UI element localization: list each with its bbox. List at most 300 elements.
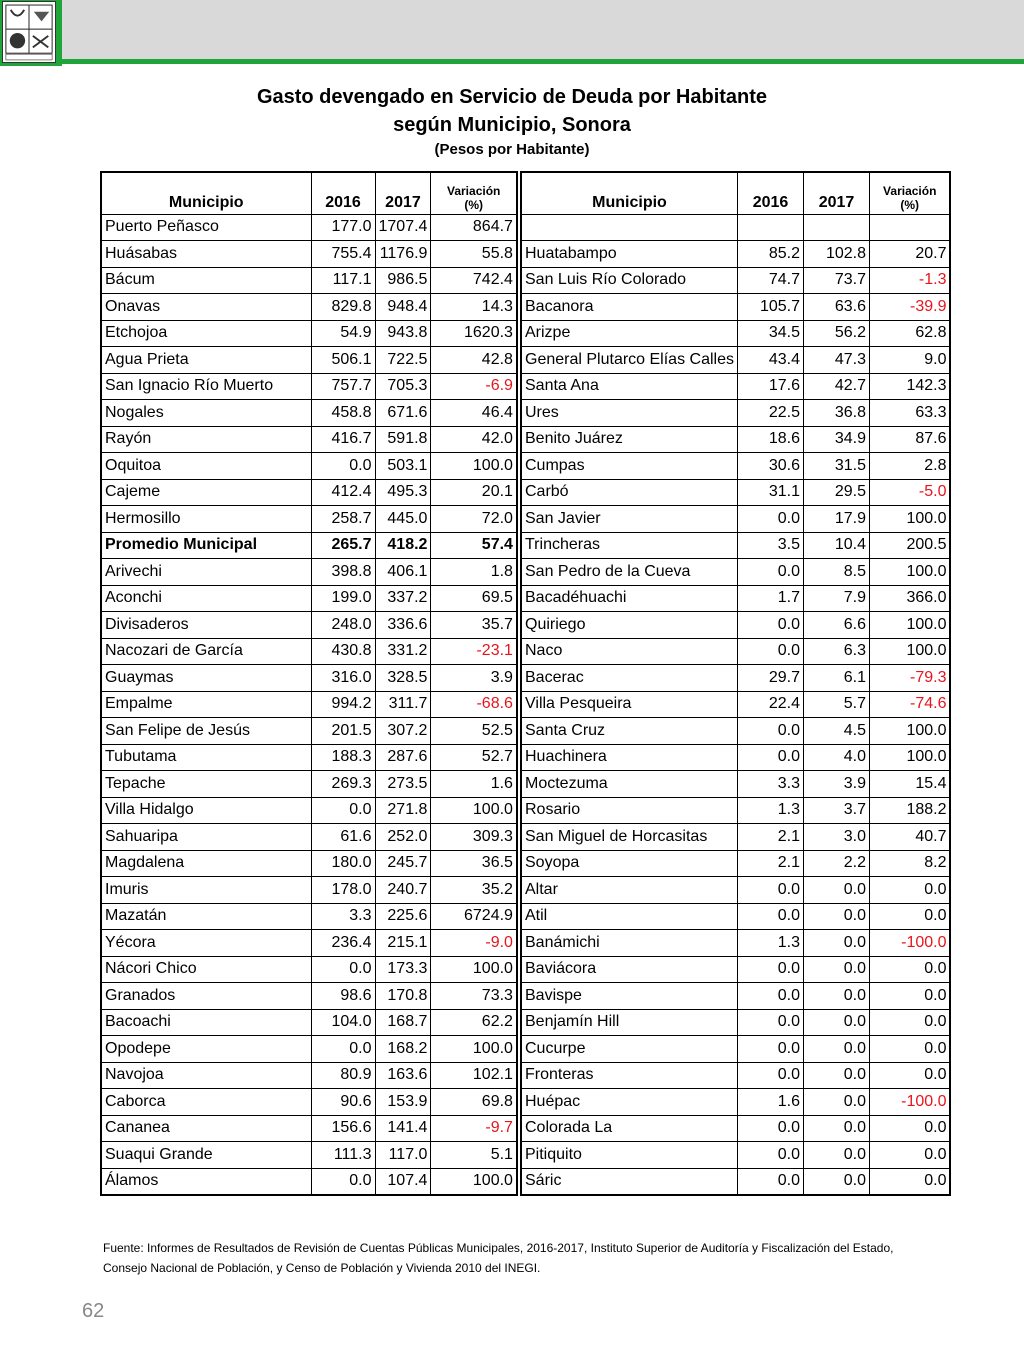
- cell-2016: 458.8: [311, 400, 375, 427]
- cell-municipio: Bacoachi: [101, 1009, 311, 1036]
- cell-variacion: 100.0: [431, 956, 517, 983]
- cell-2017: 336.6: [375, 612, 431, 639]
- cell-2017: 107.4: [375, 1168, 431, 1195]
- cell-municipio: Guaymas: [101, 665, 311, 692]
- cell-variacion: 142.3: [869, 373, 950, 400]
- cell-2017: 4.0: [803, 744, 869, 771]
- cell-2016: 188.3: [311, 744, 375, 771]
- cell-municipio: Nácori Chico: [101, 956, 311, 983]
- cell-2016: 178.0: [311, 877, 375, 904]
- cell-2017: 948.4: [375, 294, 431, 321]
- cell-2016: 0.0: [737, 638, 803, 665]
- cell-municipio: Benito Juárez: [521, 426, 737, 453]
- sonora-coat-of-arms-logo: [2, 1, 56, 63]
- cell-2016: 0.0: [737, 559, 803, 586]
- cell-variacion: 100.0: [869, 638, 950, 665]
- cell-municipio: Rayón: [101, 426, 311, 453]
- cell-municipio: Tepache: [101, 771, 311, 798]
- cell-2016: 0.0: [311, 453, 375, 480]
- cell-2016: 54.9: [311, 320, 375, 347]
- table-row: [521, 506, 950, 533]
- cell-variacion: -39.9: [869, 294, 950, 321]
- cell-municipio: Puerto Peñasco: [101, 214, 311, 241]
- table-row: [101, 1115, 517, 1142]
- table-header-row: [101, 172, 517, 214]
- table-row: [521, 320, 950, 347]
- table-row: [521, 426, 950, 453]
- cell-2016: 316.0: [311, 665, 375, 692]
- cell-2016: 199.0: [311, 585, 375, 612]
- cell-2017: 173.3: [375, 956, 431, 983]
- page-title: Gasto devengado en Servicio de Deuda por Habitante: [256, 86, 768, 108]
- cell-municipio: Nacozari de García: [101, 638, 311, 665]
- source-note: [103, 1238, 963, 1278]
- table-row: [521, 744, 950, 771]
- cell-2017: 287.6: [375, 744, 431, 771]
- cell-variacion: -23.1: [431, 638, 517, 665]
- cell-2016: 265.7: [311, 532, 375, 559]
- cell-municipio: Bacanora: [521, 294, 737, 321]
- table-row: [521, 479, 950, 506]
- cell-2017: 406.1: [375, 559, 431, 586]
- cell-municipio: Carbó: [521, 479, 737, 506]
- cell-variacion: -9.0: [431, 930, 517, 957]
- cell-2016: 1.3: [737, 930, 803, 957]
- header-green-line: [56, 59, 1024, 64]
- cell-2017: 73.7: [803, 267, 869, 294]
- table-row: [101, 718, 517, 745]
- cell-variacion: 35.7: [431, 612, 517, 639]
- table-row: [521, 241, 950, 268]
- variacion-label: Variación: [883, 183, 937, 198]
- table-row: [521, 214, 950, 241]
- cell-2016: 0.0: [737, 956, 803, 983]
- cell-variacion: -100.0: [869, 1089, 950, 1116]
- cell-municipio: Banámichi: [521, 930, 737, 957]
- cell-municipio: Empalme: [101, 691, 311, 718]
- table-row: [101, 1036, 517, 1063]
- cell-2016: 17.6: [737, 373, 803, 400]
- cell-2016: 248.0: [311, 612, 375, 639]
- cell-2017: 0.0: [803, 1089, 869, 1116]
- cell-2016: 3.3: [311, 903, 375, 930]
- cell-2017: 1707.4: [375, 214, 431, 241]
- cell-2017: 0.0: [803, 930, 869, 957]
- cell-variacion: 2.8: [869, 453, 950, 480]
- table-row: [521, 559, 950, 586]
- col-header-2017: 2017: [803, 172, 869, 214]
- cell-municipio: Cananea: [101, 1115, 311, 1142]
- cell-municipio: Etchojoa: [101, 320, 311, 347]
- cell-municipio: Cumpas: [521, 453, 737, 480]
- col-header-2017: 2017: [375, 172, 431, 214]
- table-row: [101, 373, 517, 400]
- cell-2016: 0.0: [737, 744, 803, 771]
- cell-2017: 0.0: [803, 1062, 869, 1089]
- source-line-2: Consejo Nacional de Población, y Censo de Población y Vivienda 2010 del INEGI.: [103, 1261, 541, 1275]
- cell-2016: 236.4: [311, 930, 375, 957]
- cell-2016: 3.5: [737, 532, 803, 559]
- table-row: [521, 1115, 950, 1142]
- cell-variacion: 100.0: [869, 612, 950, 639]
- cell-2016: 398.8: [311, 559, 375, 586]
- cell-variacion: 309.3: [431, 824, 517, 851]
- cell-variacion: 100.0: [869, 506, 950, 533]
- cell-variacion: -100.0: [869, 930, 950, 957]
- cell-variacion: 1.8: [431, 559, 517, 586]
- col-header-municipio: Municipio: [521, 172, 737, 214]
- table-row: [101, 797, 517, 824]
- cell-2016: 85.2: [737, 241, 803, 268]
- cell-municipio: Oquitoa: [101, 453, 311, 480]
- cell-municipio: Villa Pesqueira: [521, 691, 737, 718]
- cell-2017: 6.1: [803, 665, 869, 692]
- col-header-2016: 2016: [737, 172, 803, 214]
- table-row: [101, 665, 517, 692]
- cell-variacion: -1.3: [869, 267, 950, 294]
- cell-2017: 29.5: [803, 479, 869, 506]
- cell-2017: 311.7: [375, 691, 431, 718]
- cell-2016: 0.0: [737, 1009, 803, 1036]
- cell-variacion: 14.3: [431, 294, 517, 321]
- table-row: [521, 877, 950, 904]
- table-row: [521, 1036, 950, 1063]
- table-row: [101, 426, 517, 453]
- cell-2017: 6.3: [803, 638, 869, 665]
- cell-2016: 0.0: [737, 877, 803, 904]
- cell-2016: 18.6: [737, 426, 803, 453]
- cell-2016: 0.0: [311, 956, 375, 983]
- cell-2016: 201.5: [311, 718, 375, 745]
- cell-variacion: 1620.3: [431, 320, 517, 347]
- cell-2017: 337.2: [375, 585, 431, 612]
- cell-municipio: Bacerac: [521, 665, 737, 692]
- cell-municipio: Arivechi: [101, 559, 311, 586]
- table-row: [101, 903, 517, 930]
- cell-2017: 495.3: [375, 479, 431, 506]
- cell-2016: 2.1: [737, 850, 803, 877]
- cell-2016: 111.3: [311, 1142, 375, 1169]
- cell-2017: 31.5: [803, 453, 869, 480]
- cell-municipio: Magdalena: [101, 850, 311, 877]
- cell-variacion: 72.0: [431, 506, 517, 533]
- cell-2017: 3.9: [803, 771, 869, 798]
- cell-2016: 30.6: [737, 453, 803, 480]
- cell-2017: 0.0: [803, 903, 869, 930]
- table-row: [521, 718, 950, 745]
- table-row: [101, 294, 517, 321]
- cell-2017: 671.6: [375, 400, 431, 427]
- cell-municipio: Benjamín Hill: [521, 1009, 737, 1036]
- cell-variacion: 52.7: [431, 744, 517, 771]
- cell-2016: 0.0: [737, 1036, 803, 1063]
- variacion-unit: (%): [464, 197, 484, 212]
- table-row: [101, 612, 517, 639]
- table-row: [101, 771, 517, 798]
- cell-2016: 0.0: [737, 718, 803, 745]
- cell-2016: 0.0: [737, 1115, 803, 1142]
- cell-variacion: 0.0: [869, 1062, 950, 1089]
- cell-2016: 0.0: [737, 506, 803, 533]
- cell-2016: 98.6: [311, 983, 375, 1010]
- cell-municipio: Mazatán: [101, 903, 311, 930]
- table-row: [101, 1168, 517, 1195]
- cell-2016: [737, 214, 803, 241]
- cell-variacion: 8.2: [869, 850, 950, 877]
- cell-variacion: 6724.9: [431, 903, 517, 930]
- cell-2017: 7.9: [803, 585, 869, 612]
- cell-variacion: 52.5: [431, 718, 517, 745]
- table-header-row: [521, 172, 950, 214]
- cell-municipio: San Ignacio Río Muerto: [101, 373, 311, 400]
- cell-municipio: Cucurpe: [521, 1036, 737, 1063]
- cell-2017: 273.5: [375, 771, 431, 798]
- col-header-variacion: [869, 172, 950, 214]
- cell-2017: 0.0: [803, 877, 869, 904]
- right-data-table: [520, 171, 951, 1196]
- cell-2017: 0.0: [803, 1115, 869, 1142]
- cell-2017: 503.1: [375, 453, 431, 480]
- page-number: 62: [82, 1300, 105, 1322]
- cell-variacion: 62.8: [869, 320, 950, 347]
- table-row: [101, 1009, 517, 1036]
- cell-municipio: Pitiquito: [521, 1142, 737, 1169]
- cell-2017: 102.8: [803, 241, 869, 268]
- cell-2017: 0.0: [803, 1142, 869, 1169]
- cell-2017: 47.3: [803, 347, 869, 374]
- cell-2016: 156.6: [311, 1115, 375, 1142]
- cell-2017: 307.2: [375, 718, 431, 745]
- cell-2016: 994.2: [311, 691, 375, 718]
- cell-variacion: 0.0: [869, 1142, 950, 1169]
- cell-variacion: -5.0: [869, 479, 950, 506]
- cell-municipio: Tubutama: [101, 744, 311, 771]
- cell-2016: 74.7: [737, 267, 803, 294]
- header-bar: [0, 0, 1024, 64]
- cell-municipio: Ures: [521, 400, 737, 427]
- cell-2017: 36.8: [803, 400, 869, 427]
- table-row: [521, 930, 950, 957]
- table-row: [521, 797, 950, 824]
- cell-municipio: Rosario: [521, 797, 737, 824]
- col-header-variacion: [431, 172, 517, 214]
- cell-municipio: San Pedro de la Cueva: [521, 559, 737, 586]
- cell-municipio: Quiriego: [521, 612, 737, 639]
- cell-2017: 2.2: [803, 850, 869, 877]
- left-data-table: [100, 171, 518, 1196]
- cell-municipio: Santa Ana: [521, 373, 737, 400]
- table-row: [521, 267, 950, 294]
- cell-2016: 117.1: [311, 267, 375, 294]
- cell-2017: 240.7: [375, 877, 431, 904]
- cell-municipio: Huépac: [521, 1089, 737, 1116]
- cell-variacion: 5.1: [431, 1142, 517, 1169]
- cell-2017: 141.4: [375, 1115, 431, 1142]
- cell-variacion: 100.0: [431, 1036, 517, 1063]
- table-row: [101, 1062, 517, 1089]
- cell-2016: 1.6: [737, 1089, 803, 1116]
- cell-2016: 0.0: [311, 1168, 375, 1195]
- table-row: [521, 638, 950, 665]
- cell-variacion: 100.0: [869, 744, 950, 771]
- table-row: [521, 347, 950, 374]
- cell-2017: 0.0: [803, 983, 869, 1010]
- table-row: [101, 585, 517, 612]
- table-row: [101, 479, 517, 506]
- cell-variacion: 742.4: [431, 267, 517, 294]
- cell-municipio: Naco: [521, 638, 737, 665]
- cell-2017: 42.7: [803, 373, 869, 400]
- cell-municipio: Arizpe: [521, 320, 737, 347]
- cell-2016: 0.0: [311, 1036, 375, 1063]
- cell-variacion: 69.8: [431, 1089, 517, 1116]
- cell-variacion: 36.5: [431, 850, 517, 877]
- cell-variacion: 42.8: [431, 347, 517, 374]
- cell-variacion: 0.0: [869, 877, 950, 904]
- cell-municipio: [521, 214, 737, 241]
- cell-municipio: Fronteras: [521, 1062, 737, 1089]
- cell-municipio: Hermosillo: [101, 506, 311, 533]
- cell-2017: 8.5: [803, 559, 869, 586]
- cell-variacion: 0.0: [869, 956, 950, 983]
- col-header-2016: 2016: [311, 172, 375, 214]
- table-row: [101, 506, 517, 533]
- cell-municipio: Bácum: [101, 267, 311, 294]
- cell-2017: 245.7: [375, 850, 431, 877]
- cell-variacion: 63.3: [869, 400, 950, 427]
- cell-municipio: Agua Prieta: [101, 347, 311, 374]
- cell-municipio: Huachinera: [521, 744, 737, 771]
- cell-municipio: Colorada La: [521, 1115, 737, 1142]
- cell-2017: 1176.9: [375, 241, 431, 268]
- cell-municipio: Altar: [521, 877, 737, 904]
- cell-variacion: -68.6: [431, 691, 517, 718]
- table-row: [521, 373, 950, 400]
- cell-2016: 2.1: [737, 824, 803, 851]
- cell-2016: 43.4: [737, 347, 803, 374]
- cell-2017: 0.0: [803, 1009, 869, 1036]
- cell-variacion: 0.0: [869, 1115, 950, 1142]
- table-row: [101, 347, 517, 374]
- table-row: [521, 400, 950, 427]
- table-row: [521, 956, 950, 983]
- table-row: [101, 956, 517, 983]
- cell-2017: 3.7: [803, 797, 869, 824]
- source-line-1: Fuente: Informes de Resultados de Revisión de Cuentas Públicas Municipales, 2016-2017, Instituto Superior de Auditoría y Fiscalización del Estado,: [103, 1241, 894, 1255]
- cell-2017: 445.0: [375, 506, 431, 533]
- cell-municipio: Onavas: [101, 294, 311, 321]
- table-row: [101, 824, 517, 851]
- cell-2016: 258.7: [311, 506, 375, 533]
- cell-variacion: 15.4: [869, 771, 950, 798]
- table-row: [521, 1009, 950, 1036]
- cell-2016: 412.4: [311, 479, 375, 506]
- table-row: [101, 691, 517, 718]
- cell-2016: 61.6: [311, 824, 375, 851]
- cell-variacion: 200.5: [869, 532, 950, 559]
- cell-municipio: Divisaderos: [101, 612, 311, 639]
- cell-2017: 63.6: [803, 294, 869, 321]
- cell-2016: 80.9: [311, 1062, 375, 1089]
- table-row: [521, 771, 950, 798]
- cell-variacion: 1.6: [431, 771, 517, 798]
- cell-2017: 168.2: [375, 1036, 431, 1063]
- cell-2016: 829.8: [311, 294, 375, 321]
- cell-2017: 163.6: [375, 1062, 431, 1089]
- cell-2016: 0.0: [737, 612, 803, 639]
- cell-municipio: Granados: [101, 983, 311, 1010]
- cell-2017: 3.0: [803, 824, 869, 851]
- table-row: [101, 877, 517, 904]
- cell-2017: 5.7: [803, 691, 869, 718]
- cell-2017: 705.3: [375, 373, 431, 400]
- cell-municipio: Huatabampo: [521, 241, 737, 268]
- table-row: [521, 532, 950, 559]
- cell-municipio: Atil: [521, 903, 737, 930]
- table-row: [521, 453, 950, 480]
- cell-2017: 34.9: [803, 426, 869, 453]
- cell-variacion: 0.0: [869, 1009, 950, 1036]
- col-header-municipio: Municipio: [101, 172, 311, 214]
- cell-2016: 22.4: [737, 691, 803, 718]
- cell-municipio: Álamos: [101, 1168, 311, 1195]
- cell-municipio: Yécora: [101, 930, 311, 957]
- cell-variacion: -6.9: [431, 373, 517, 400]
- cell-municipio: Moctezuma: [521, 771, 737, 798]
- cell-2016: 430.8: [311, 638, 375, 665]
- cell-2016: 757.7: [311, 373, 375, 400]
- cell-2017: 225.6: [375, 903, 431, 930]
- cell-2016: 3.3: [737, 771, 803, 798]
- table-row: [101, 850, 517, 877]
- cell-2016: 22.5: [737, 400, 803, 427]
- table-row: [521, 665, 950, 692]
- variacion-unit: (%): [900, 197, 920, 212]
- cell-2016: 177.0: [311, 214, 375, 241]
- cell-variacion: 188.2: [869, 797, 950, 824]
- cell-2017: 153.9: [375, 1089, 431, 1116]
- variacion-label: Variación: [447, 183, 501, 198]
- table-row: [521, 983, 950, 1010]
- table-row: [521, 612, 950, 639]
- page-subtitle: (Pesos por Habitante): [434, 141, 590, 158]
- cell-municipio: Santa Cruz: [521, 718, 737, 745]
- cell-2016: 90.6: [311, 1089, 375, 1116]
- cell-variacion: -79.3: [869, 665, 950, 692]
- cell-2017: [803, 214, 869, 241]
- cell-municipio: Opodepe: [101, 1036, 311, 1063]
- cell-2017: 117.0: [375, 1142, 431, 1169]
- table-row: [521, 1062, 950, 1089]
- cell-variacion: 0.0: [869, 1168, 950, 1195]
- cell-2017: 943.8: [375, 320, 431, 347]
- cell-municipio: Promedio Municipal: [101, 532, 311, 559]
- cell-variacion: 102.1: [431, 1062, 517, 1089]
- cell-municipio: General Plutarco Elías Calles: [521, 347, 737, 374]
- cell-variacion: 366.0: [869, 585, 950, 612]
- table-row: [101, 241, 517, 268]
- cell-variacion: 100.0: [431, 1168, 517, 1195]
- cell-2017: 10.4: [803, 532, 869, 559]
- cell-variacion: 100.0: [869, 559, 950, 586]
- cell-2017: 252.0: [375, 824, 431, 851]
- table-row: [521, 903, 950, 930]
- cell-variacion: 100.0: [431, 453, 517, 480]
- cell-municipio: Sáric: [521, 1168, 737, 1195]
- cell-variacion: 20.7: [869, 241, 950, 268]
- cell-variacion: 87.6: [869, 426, 950, 453]
- table-row: [101, 267, 517, 294]
